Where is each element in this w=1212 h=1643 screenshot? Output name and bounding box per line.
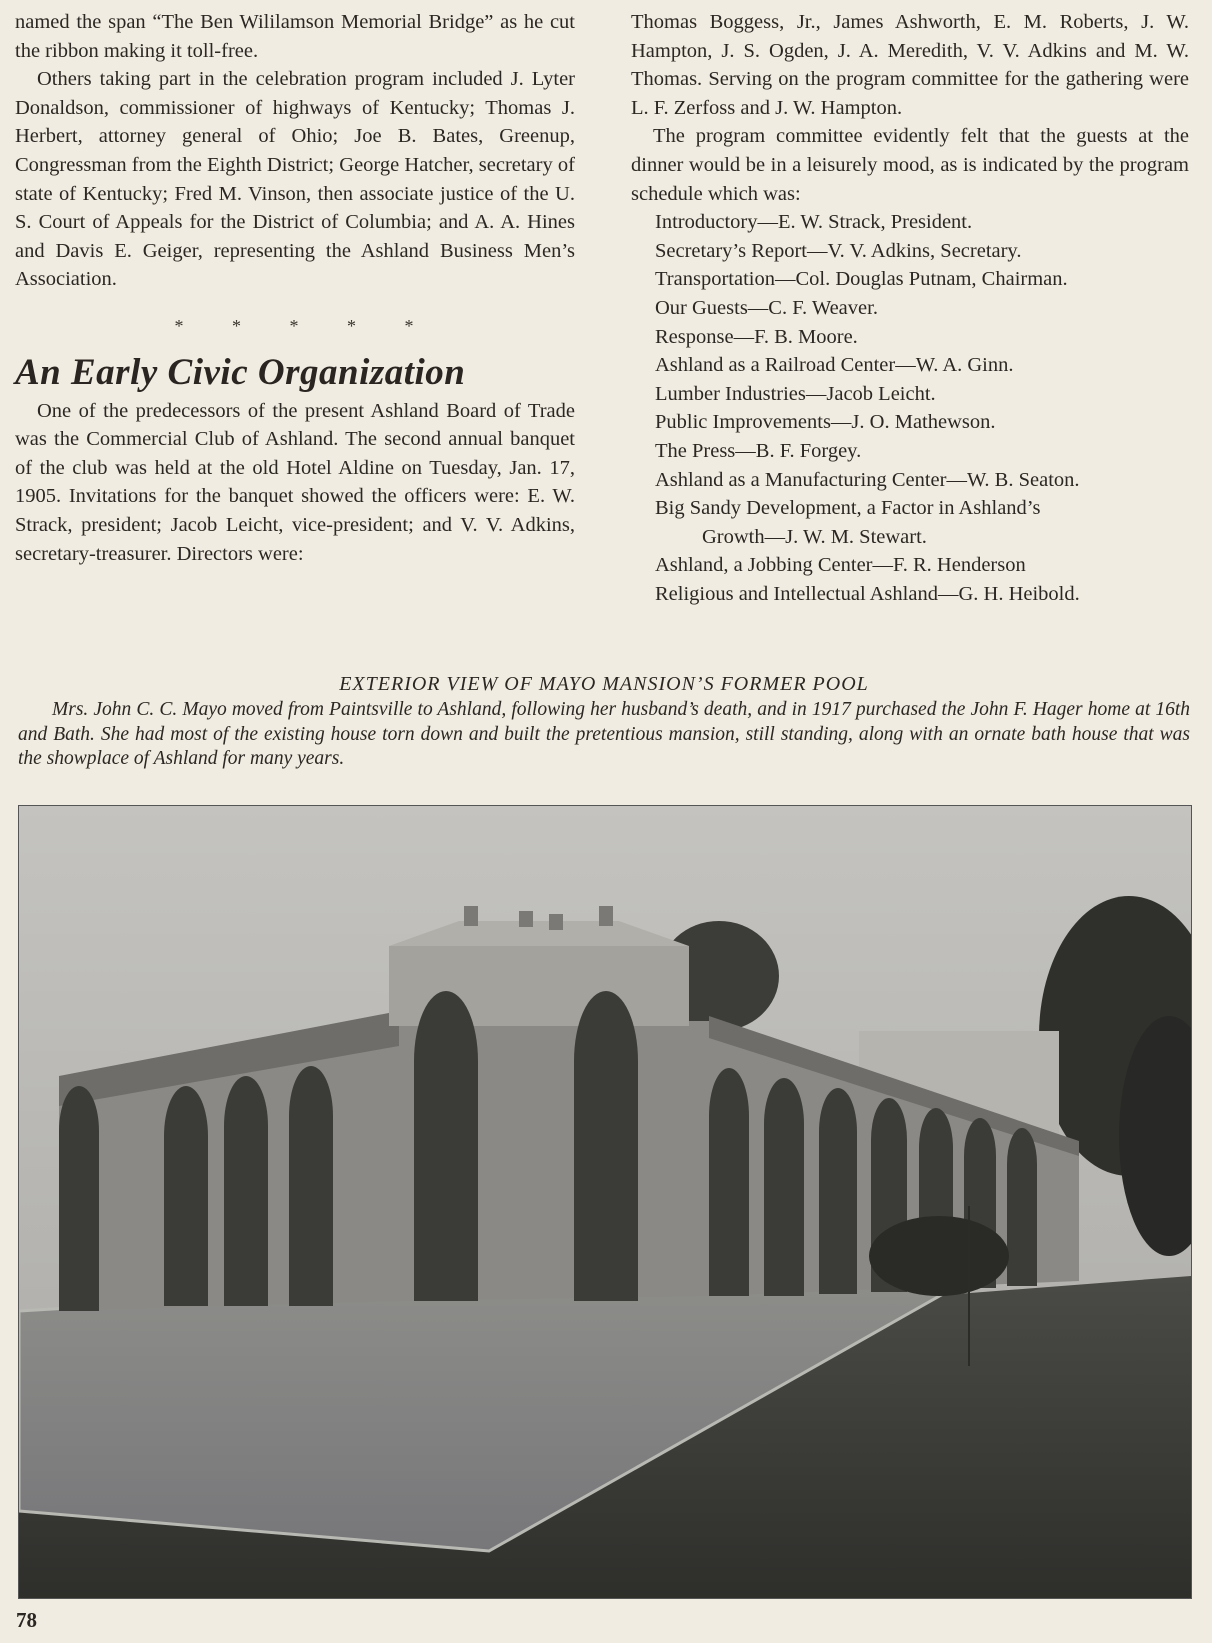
left-para-3: One of the predecessors of the present Ashland Board of Trade was the Commercial Club of Ashland. The second annual banquet of the club was held at the old Hotel Aldine on Tuesday, Jan. 17, 1905. Invitations for the banquet showed the officers were: E. W. Strack, president; Jacob Leicht, vice-president; and V. V. Adkins, secretary-treasurer. Directors were:	[15, 399, 575, 565]
program-item: The Press—B. F. Forgey.	[655, 439, 862, 462]
right-para-2: The program committee evidently felt that the guests at the dinner would be in a leisurely mood, as is indicated by the program schedule which was:	[631, 125, 1189, 205]
page-number: 78	[16, 1608, 37, 1632]
program-item: Ashland as a Railroad Center—W. A. Ginn.	[655, 354, 1014, 377]
section-heading: An Early Civic Organization	[15, 351, 466, 393]
caption-title: EXTERIOR VIEW OF MAYO MANSION’S FORMER POOL	[339, 673, 869, 695]
program-item: Secretary’s Report—V. V. Adkins, Secretary.	[655, 239, 1022, 262]
photo-caption	[18, 670, 1190, 772]
program-item: Lumber Industries—Jacob Leicht.	[655, 382, 936, 405]
right-column	[631, 8, 1189, 608]
left-para-2: Others taking part in the celebration program included J. Lyter Donaldson, commissioner of highways of Kentucky; Thomas J. Herbert, attorney general of Ohio; Joe B. Bates, Greenup, Congressman from the Eighth District; George Hatcher, secretary of state of Kentucky; Fred M. Vinson, then associate justice of the U. S. Court of Appeals for the District of Columbia; and A. A. Hines and Davis E. Geiger, representing the Ashland Business Men’s Association.	[15, 68, 575, 291]
right-para-1: Thomas Boggess, Jr., James Ashworth, E. M. Roberts, J. W. Hampton, J. S. Ogden, J. A. Meredith, V. V. Adkins and M. W. Thomas. Serving on the program committee for the gathering were L. F. Zerfoss and J. W. Hampton.	[631, 11, 1189, 119]
mansion-pool-photo	[18, 805, 1192, 1599]
section-separator: * * * * *	[174, 315, 436, 336]
program-item: Response—F. B. Moore.	[655, 325, 858, 348]
left-column	[15, 8, 575, 568]
program-item-multiline	[655, 494, 1189, 551]
photo-illustration	[19, 806, 1191, 1598]
left-para-1: named the span “The Ben Wililamson Memorial Bridge” as he cut the ribbon making it toll-free.	[15, 11, 575, 62]
program-item: Transportation—Col. Douglas Putnam, Chairman.	[655, 268, 1068, 291]
caption-text: Mrs. John C. C. Mayo moved from Paintsville to Ashland, following her husband’s death, and in 1917 purchased the John F. Hager home at 16th and Bath. She had most of the existing house torn down and built the pretentious mansion, still standing, along with an ornate bath house that was the showplace of Ashland for many years.	[18, 699, 1190, 769]
program-item-continuation: Growth—J. W. M. Stewart.	[702, 525, 927, 548]
program-schedule	[631, 208, 1189, 608]
program-item: Ashland, a Jobbing Center—F. R. Henderson	[655, 554, 1026, 577]
program-item-first-line: Big Sandy Development, a Factor in Ashland’s	[655, 497, 1041, 520]
program-item: Religious and Intellectual Ashland—G. H. Heibold.	[655, 582, 1080, 605]
program-item: Public Improvements—J. O. Mathewson.	[655, 411, 996, 434]
program-item: Introductory—E. W. Strack, President.	[655, 211, 973, 234]
program-item: Ashland as a Manufacturing Center—W. B. Seaton.	[655, 468, 1080, 491]
program-item: Our Guests—C. F. Weaver.	[655, 296, 878, 319]
